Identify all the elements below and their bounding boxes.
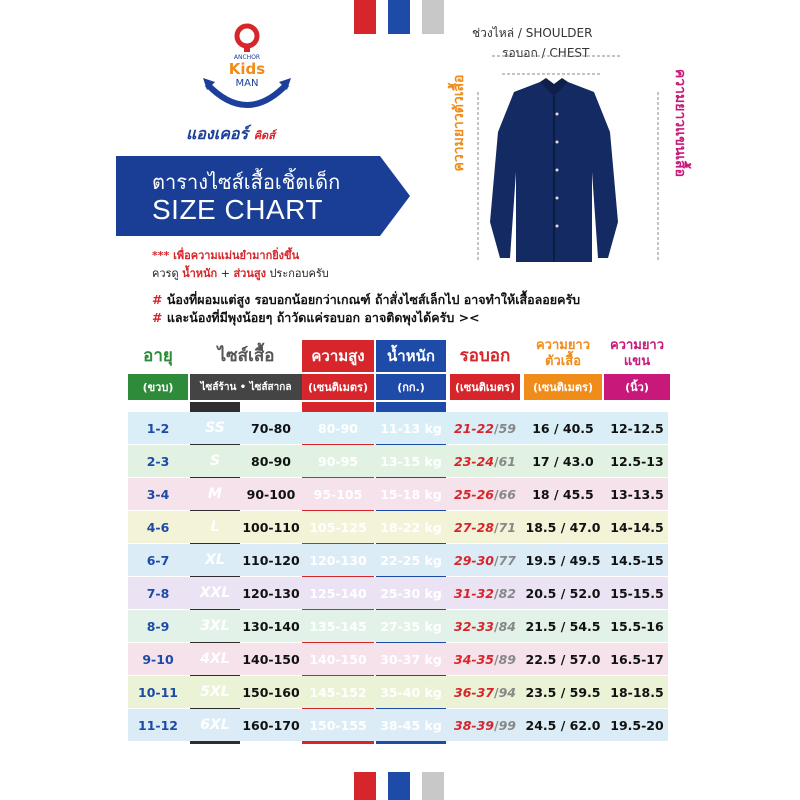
advice-suffix: ประกอบครับ bbox=[265, 267, 329, 280]
cell-weight: 22-25 kg bbox=[380, 552, 442, 568]
header-weight: น้ำหนัก bbox=[376, 340, 446, 372]
cell-age: 8-9 bbox=[146, 618, 170, 634]
cell-sleeve: 15.5-16 bbox=[610, 618, 664, 634]
cell-weight: 38-45 kg bbox=[380, 717, 442, 733]
cell-height: 80-90 bbox=[318, 420, 358, 436]
header-length-line1: ความยาว bbox=[535, 338, 591, 353]
brand-name-suffix: คิดส์ bbox=[253, 129, 275, 142]
bottom-stripe-red bbox=[354, 772, 376, 800]
cell-shop: L bbox=[210, 519, 220, 535]
cell-intl: 130-140 bbox=[242, 618, 300, 634]
cell-chest-cm: 59 bbox=[498, 420, 516, 436]
cell-chest-inch: 21-22 bbox=[454, 420, 494, 436]
cell-sleeve: 14-14.5 bbox=[610, 519, 664, 535]
cell-height: 125-140 bbox=[309, 585, 367, 601]
cell-length: 18 / 45.5 bbox=[532, 486, 594, 502]
rule-line-2 bbox=[152, 308, 480, 328]
cell-chest-separator: / bbox=[494, 420, 499, 436]
cell-chest-cm: 99 bbox=[498, 717, 516, 733]
cell-length: 21.5 / 54.5 bbox=[525, 618, 601, 634]
cell-chest-cm: 61 bbox=[498, 453, 516, 469]
cell-age: 7-8 bbox=[146, 585, 170, 601]
logo-man-text: MAN bbox=[235, 78, 259, 89]
header-length bbox=[524, 338, 602, 370]
banner-arrow bbox=[380, 156, 410, 236]
cell-length: 18.5 / 47.0 bbox=[525, 519, 601, 535]
cell-height: 90-95 bbox=[318, 453, 358, 469]
cell-chest-cm: 84 bbox=[498, 618, 516, 634]
cell-chest-separator: / bbox=[494, 519, 499, 535]
cell-intl: 100-110 bbox=[242, 519, 300, 535]
cell-sleeve: 12-12.5 bbox=[610, 420, 664, 436]
table-row bbox=[128, 676, 668, 708]
cell-chest-inch: 31-32 bbox=[454, 585, 494, 601]
cell-chest-cm: 77 bbox=[498, 552, 516, 568]
cell-shop: 6XL bbox=[200, 717, 230, 733]
cell-shop: SS bbox=[205, 420, 225, 436]
cell-height: 105-125 bbox=[309, 519, 367, 535]
cell-chest bbox=[450, 445, 520, 477]
cell-chest bbox=[450, 643, 520, 675]
table-row bbox=[128, 643, 668, 675]
cell-intl: 140-150 bbox=[242, 651, 300, 667]
cell-intl: 110-120 bbox=[242, 552, 300, 568]
brand-logo bbox=[197, 22, 297, 122]
cell-chest-separator: / bbox=[494, 717, 499, 733]
logo-small-text: ANCHOR bbox=[233, 54, 261, 61]
cell-chest-inch: 23-24 bbox=[454, 453, 494, 469]
shoulder-label-text: ช่วงไหล่ / SHOULDER bbox=[472, 26, 593, 40]
cell-chest-inch: 29-30 bbox=[454, 552, 494, 568]
cell-height: 145-152 bbox=[309, 684, 367, 700]
logo-kids-text: Kids bbox=[228, 60, 266, 78]
cell-height: 135-145 bbox=[309, 618, 367, 634]
cell-chest-cm: 94 bbox=[498, 684, 516, 700]
cell-length: 24.5 / 62.0 bbox=[525, 717, 601, 733]
cell-chest-cm: 89 bbox=[498, 651, 516, 667]
cell-sleeve: 19.5-20 bbox=[610, 717, 664, 733]
body-length-label: ความยาวตัวเสื้อ bbox=[451, 74, 467, 172]
header-length-line2: ตัวเสื้อ bbox=[545, 354, 581, 369]
table-row bbox=[128, 511, 668, 543]
table-row bbox=[128, 577, 668, 609]
cell-weight: 18-22 kg bbox=[380, 519, 442, 535]
bottom-stripe-blue bbox=[388, 772, 410, 800]
chest-label: รอบอก / CHEST bbox=[502, 46, 590, 60]
rule-line-1 bbox=[152, 290, 580, 310]
cell-age: 10-11 bbox=[138, 684, 178, 700]
header-sleeve bbox=[604, 338, 670, 370]
header-chest: รอบอก bbox=[459, 346, 511, 366]
title-thai: ตารางไซส์เสื้อเชิ้ตเด็ก bbox=[152, 170, 341, 194]
cell-chest bbox=[450, 676, 520, 708]
table-row bbox=[128, 610, 668, 642]
cell-chest-inch: 36-37 bbox=[454, 684, 494, 700]
cell-height: 140-150 bbox=[309, 651, 367, 667]
cell-weight: 15-18 kg bbox=[380, 486, 442, 502]
title-english: SIZE CHART bbox=[152, 194, 323, 225]
cell-weight: 35-40 kg bbox=[380, 684, 442, 700]
cell-age: 1-2 bbox=[146, 420, 170, 436]
unit-chest: (เซนติเมตร) bbox=[450, 374, 520, 400]
rule-1-bullet: # bbox=[152, 292, 163, 307]
title-banner bbox=[116, 156, 380, 236]
cell-intl: 120-130 bbox=[242, 585, 300, 601]
cell-chest bbox=[450, 511, 520, 543]
cell-length: 22.5 / 57.0 bbox=[525, 651, 601, 667]
cell-shop: S bbox=[209, 453, 221, 469]
cell-chest-inch: 32-33 bbox=[454, 618, 494, 634]
bottom-stripe-gray bbox=[422, 772, 444, 800]
cell-shop: XXL bbox=[199, 585, 231, 601]
cell-chest bbox=[450, 544, 520, 576]
table-row bbox=[128, 544, 668, 576]
cell-chest bbox=[450, 478, 520, 510]
rule-1-text: น้องที่ผอมแต่สูง รอบอกน้อยกว่าเกณฑ์ ถ้าสั่งไซส์เล็กไป อาจทำให้เสื้อลอยครับ bbox=[166, 292, 581, 307]
cell-chest bbox=[450, 610, 520, 642]
cell-weight: 11-13 kg bbox=[380, 420, 442, 436]
top-stripe-red bbox=[354, 0, 376, 34]
advice-prefix: ควรดู bbox=[152, 267, 183, 280]
cell-sleeve: 12.5-13 bbox=[610, 453, 664, 469]
cell-age: 2-3 bbox=[146, 453, 170, 469]
cell-age: 9-10 bbox=[142, 651, 174, 667]
table-row bbox=[128, 478, 668, 510]
header-sleeve-line1: ความยาว bbox=[609, 338, 665, 353]
cell-sleeve: 13-13.5 bbox=[610, 486, 664, 502]
cell-age: 6-7 bbox=[146, 552, 170, 568]
cell-chest-cm: 66 bbox=[498, 486, 516, 502]
cell-age: 3-4 bbox=[146, 486, 170, 502]
cell-height: 95-105 bbox=[313, 486, 363, 502]
advice-note bbox=[152, 264, 329, 282]
cell-chest-inch: 38-39 bbox=[454, 717, 494, 733]
cell-age: 4-6 bbox=[146, 519, 170, 535]
cell-shop: 3XL bbox=[200, 618, 230, 634]
cell-chest-separator: / bbox=[494, 684, 499, 700]
cell-weight: 25-30 kg bbox=[380, 585, 442, 601]
cell-chest-separator: / bbox=[494, 552, 499, 568]
rule-2-text: และน้องที่มีพุงน้อยๆ ถ้าวัดแค่รอบอก อาจติดพุงได้ครับ >< bbox=[166, 310, 480, 325]
cell-chest-inch: 34-35 bbox=[454, 651, 494, 667]
size-chart-card bbox=[82, 0, 718, 800]
unit-length: (เซนติเมตร) bbox=[524, 374, 602, 400]
cell-sleeve: 15-15.5 bbox=[610, 585, 664, 601]
table-row bbox=[128, 445, 668, 477]
unit-size: ไซส์ร้าน • ไซส์สากล bbox=[190, 374, 302, 400]
accuracy-note: *** เพื่อความแม่นยำมากยิ่งขึ้น bbox=[152, 249, 300, 262]
cell-intl: 80-90 bbox=[251, 453, 291, 469]
cell-chest-cm: 71 bbox=[498, 519, 516, 535]
sleeve-length-label: ความยาวแขนเสื้อ bbox=[672, 68, 688, 178]
cell-length: 19.5 / 49.5 bbox=[525, 552, 601, 568]
table-row bbox=[128, 412, 668, 444]
header-sleeve-line2: แขน bbox=[623, 354, 651, 369]
cell-chest-inch: 27-28 bbox=[454, 519, 494, 535]
header-height: ความสูง bbox=[302, 340, 374, 372]
cell-height: 150-155 bbox=[309, 717, 367, 733]
header-age: อายุ bbox=[143, 346, 173, 366]
cell-chest-separator: / bbox=[494, 585, 499, 601]
advice-plus: + bbox=[217, 267, 234, 280]
cell-length: 20.5 / 52.0 bbox=[525, 585, 601, 601]
cell-intl: 150-160 bbox=[242, 684, 300, 700]
shirt-diagram bbox=[432, 22, 688, 272]
cell-sleeve: 16.5-17 bbox=[610, 651, 664, 667]
cell-shop: M bbox=[208, 486, 222, 502]
cell-shop: XL bbox=[205, 552, 225, 568]
brand-name-text: แองเคอร์ bbox=[186, 124, 249, 143]
cell-weight: 30-37 kg bbox=[380, 651, 442, 667]
header-size: ไซส์เสื้อ bbox=[217, 346, 275, 366]
unit-height: (เซนติเมตร) bbox=[302, 374, 374, 400]
cell-chest-separator: / bbox=[494, 453, 499, 469]
brand-name bbox=[186, 122, 275, 147]
cell-chest bbox=[450, 577, 520, 609]
cell-length: 16 / 40.5 bbox=[532, 420, 594, 436]
table-row bbox=[128, 709, 668, 741]
cell-chest-separator: / bbox=[494, 618, 499, 634]
cell-chest-inch: 25-26 bbox=[454, 486, 494, 502]
cell-shop: 5XL bbox=[200, 684, 230, 700]
cell-intl: 90-100 bbox=[246, 486, 296, 502]
cell-length: 23.5 / 59.5 bbox=[525, 684, 601, 700]
cell-weight: 27-35 kg bbox=[380, 618, 442, 634]
unit-weight: (กก.) bbox=[376, 374, 446, 400]
unit-sleeve: (นิ้ว) bbox=[604, 374, 670, 400]
top-stripe-blue bbox=[388, 0, 410, 34]
advice-height: ส่วนสูง bbox=[233, 267, 266, 280]
cell-chest-separator: / bbox=[494, 651, 499, 667]
rule-2-bullet: # bbox=[152, 310, 163, 325]
unit-age: (ขวบ) bbox=[128, 374, 188, 400]
cell-sleeve: 14.5-15 bbox=[610, 552, 664, 568]
cell-intl: 160-170 bbox=[242, 717, 300, 733]
advice-weight: น้ำหนัก bbox=[182, 267, 218, 280]
cell-shop: 4XL bbox=[200, 651, 230, 667]
cell-sleeve: 18-18.5 bbox=[610, 684, 664, 700]
cell-age: 11-12 bbox=[138, 717, 178, 733]
cell-chest bbox=[450, 412, 520, 444]
cell-weight: 13-15 kg bbox=[380, 453, 442, 469]
cell-intl: 70-80 bbox=[251, 420, 291, 436]
cell-height: 120-130 bbox=[309, 552, 367, 568]
cell-chest-cm: 82 bbox=[498, 585, 516, 601]
cell-length: 17 / 43.0 bbox=[532, 453, 594, 469]
cell-chest bbox=[450, 709, 520, 741]
cell-chest-separator: / bbox=[494, 486, 499, 502]
